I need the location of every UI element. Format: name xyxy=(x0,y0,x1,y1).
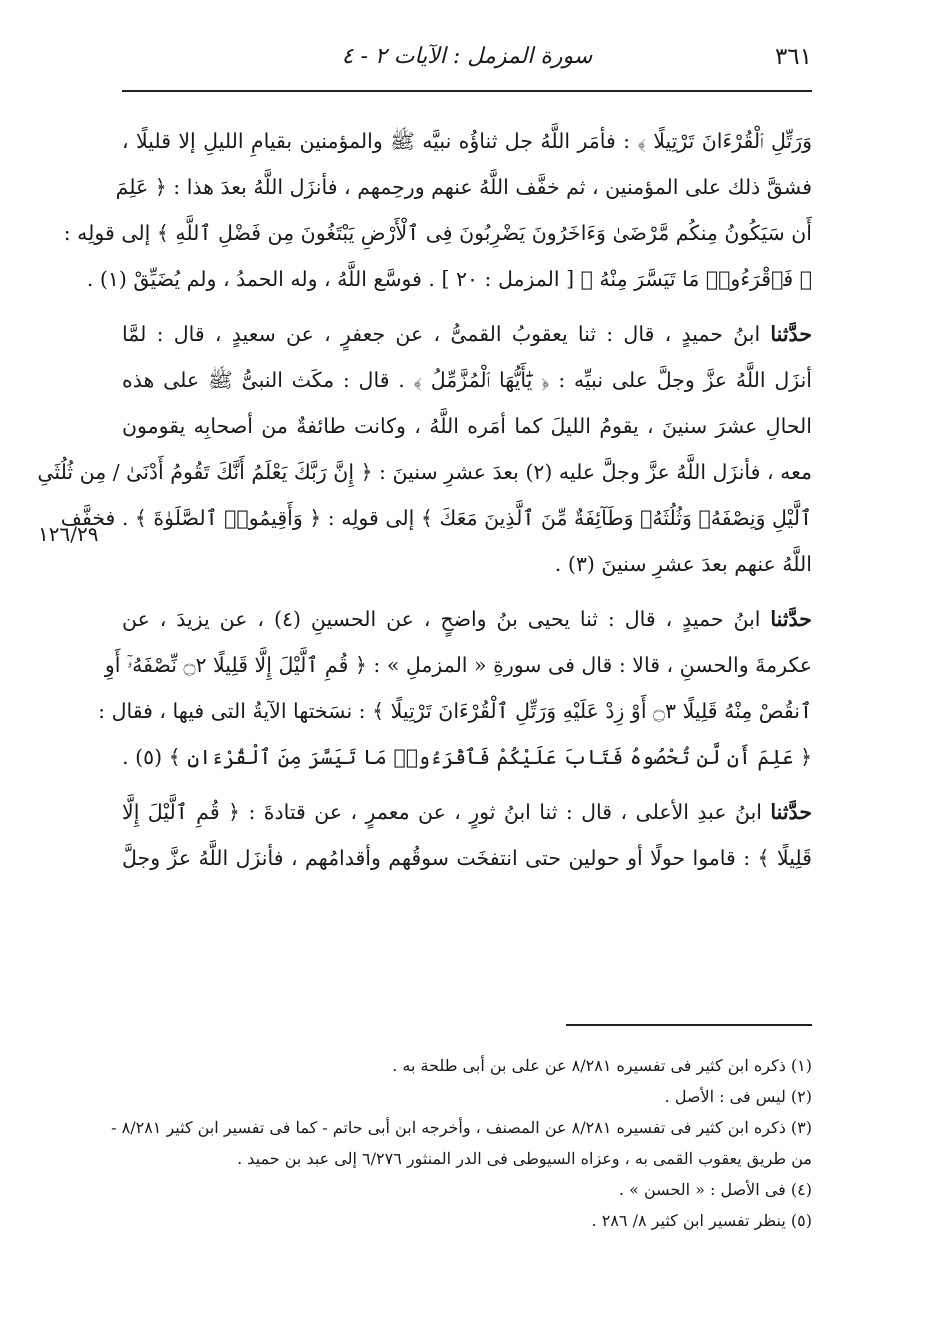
text-line xyxy=(122,835,812,881)
line-text: ابنُ حميدٍ ، قال : ثنا يعقوبُ القمىُّ ، عن جعفرٍ ، عن سعيدٍ ، قال : لمَّا xyxy=(122,322,771,346)
chapter-title: سورة المزمل : الآيات ٢ - ٤ xyxy=(341,44,593,69)
footnotes xyxy=(111,1050,812,1236)
text-line xyxy=(122,596,812,642)
text-line xyxy=(122,118,812,164)
text-line xyxy=(104,642,812,688)
line-text: ٱلَّيْلِ وَنِصْفَهُۥ وَثُلُثَهُۥ وَطَآئِفَةٌ مِّنَ ٱلَّذِينَ مَعَكَ ﴾ إلى قولِه : ﴿ وَأَقِيمُوا۟ ٱلصَّلَوٰةَ ﴾ . فخفَّف xyxy=(60,506,812,530)
footnote: من طريق يعقوب القمى به ، وعزاه السيوطى فى الدر المنثور ٦/٢٧٦ إلى عبد بن حميد . xyxy=(237,1149,812,1168)
line-text: اللَّهُ عنهم بعدَ عشرِ سنينَ (٣) . xyxy=(554,552,812,576)
narration-lead: حدَّثنا xyxy=(770,607,812,631)
line-text: فشقَّ ذلك على المؤمنين ، ثم خفَّف اللَّهُ عنهم ورحِمهم ، فأنزَل اللَّهُ بعدَ هذا : ﴿ عَلِمَ xyxy=(115,175,812,199)
paragraph xyxy=(98,596,812,780)
line-text: وَرَتِّلِ ٱلْقُرْءَانَ تَرْتِيلًا ﴾ : فأمَر اللَّهُ جل ثناؤُه نبيَّه ﷺ والمؤمنين بقيامِ الليلِ إلا قليلًا ، xyxy=(122,129,812,153)
line-text: الحالِ عشرَ سنينَ ، يقومُ الليلَ كما أمَره اللَّهُ ، وكانت طائفةٌ من أصحابِه يقومون xyxy=(122,414,812,438)
line-text: معه ، فأنزَل اللَّهُ عزَّ وجلَّ عليه (٢) بعدَ عشرِ سنينَ : ﴿ إِنَّ رَبَّكَ يَعْلَمُ أَنَّكَ تَقُومُ أَدْنَىٰ / مِن ثُلُثَىِ xyxy=(37,460,812,484)
page-number: ٣٦١ xyxy=(774,44,812,70)
narration-lead: حدَّثنا xyxy=(770,322,812,346)
footnote: (٢) ليس فى : الأصل . xyxy=(664,1087,812,1106)
margin-reference: ١٢٦/٢٩ xyxy=(38,522,99,546)
footnote: (٣) ذكره ابن كثير فى تفسيره ٨/٢٨١ عن المصنف ، وأخرجه ابن أبى حاتم - كما فى تفسير ابن كثير ٨/٢٨١ - xyxy=(111,1118,812,1137)
line-text: أنزَل اللَّهُ عزَّ وجلَّ على نبيِّه : ﴿ يَٰٓأَيُّهَا ٱلْمُزَّمِّلُ ﴾ . قال : مكَث النبىُّ ﷺ على هذه xyxy=(122,368,812,392)
footnote: (٥) ينظر تفسير ابن كثير ٨/ ٢٨٦ . xyxy=(591,1211,812,1230)
text-line xyxy=(37,449,812,495)
line-text: أَن سَيَكُونُ مِنكُم مَّرْضَىٰ وَءَاخَرُونَ يَضْرِبُونَ فِى ٱلْأَرْضِ يَبْتَغُونَ مِن فَضْلِ ٱللَّهِ ﴾ إلى قولِه : xyxy=(63,221,812,245)
footnote: (٤) فى الأصل : « الحسن » . xyxy=(618,1180,812,1199)
line-text: ابنُ حميدٍ ، قال : ثنا يحيى بنُ واضحٍ ، عن الحسينِ (٤) ، عن يزيدَ ، عن xyxy=(122,607,771,631)
footnote: (١) ذكره ابن كثير فى تفسيره ٨/٢٨١ عن على بن أبى طلحة به . xyxy=(392,1056,812,1075)
text-line xyxy=(122,734,812,780)
text-line xyxy=(122,403,812,449)
running-head xyxy=(122,40,812,92)
footnote-separator xyxy=(566,1024,812,1026)
line-text: عكرمةَ والحسنِ ، قالا : قال فى سورةِ « المزملِ » : ﴿ قُمِ ٱلَّيْلَ إِلَّا قَلِيلًا ۝٢ نِّصْفَهُۥٓ أَوِ xyxy=(104,653,812,677)
line-text: ﴿ فَٱقْرَءُوا۟ مَا تَيَسَّرَ مِنْهُ ﴾ [ المزمل : ٢٠ ] . فوسَّع اللَّهُ ، وله الحمدُ ، ولم يُضَيِّقْ (١) . xyxy=(86,267,812,291)
text-line xyxy=(122,357,812,403)
paragraph xyxy=(122,789,812,881)
text-line xyxy=(86,256,812,302)
line-text: ابنُ عبدِ الأعلى ، قال : ثنا ابنُ ثورٍ ، عن معمرٍ ، عن قتادةَ : ﴿ قُمِ ٱلَّيْلَ إِلَّا xyxy=(122,800,771,824)
text-line xyxy=(122,311,812,357)
line-text: ٱنقُصْ مِنْهُ قَلِيلًا ۝٣ أَوْ زِدْ عَلَيْهِ وَرَتِّلِ ٱلْقُرْءَانَ تَرْتِيلًا ﴾ : نسَختها الآيةُ التى فيها ، فقال : xyxy=(98,699,812,723)
paragraph xyxy=(63,118,812,302)
text-line xyxy=(98,688,812,734)
line-text: قَلِيلًا ﴾ : قاموا حولًا أو حولين حتى انتفخَت سوقُهم وأقدامُهم ، فأنزَل اللَّهُ عزَّ وجلَّ xyxy=(122,846,812,870)
text-line xyxy=(122,541,812,587)
narration-lead: حدَّثنا xyxy=(770,800,812,824)
text-line xyxy=(122,789,812,835)
text-line xyxy=(63,210,812,256)
text-line xyxy=(115,164,812,210)
line-text: ﴿ عَلِمَ أَن لَّن تُحْصُوهُ فَتَابَ عَلَيْكُمْ فَٱقْرَءُوا۟ مَا تَيَسَّرَ مِنَ ٱلْقُرْءَانِ ﴾ (٥) . xyxy=(122,745,812,769)
